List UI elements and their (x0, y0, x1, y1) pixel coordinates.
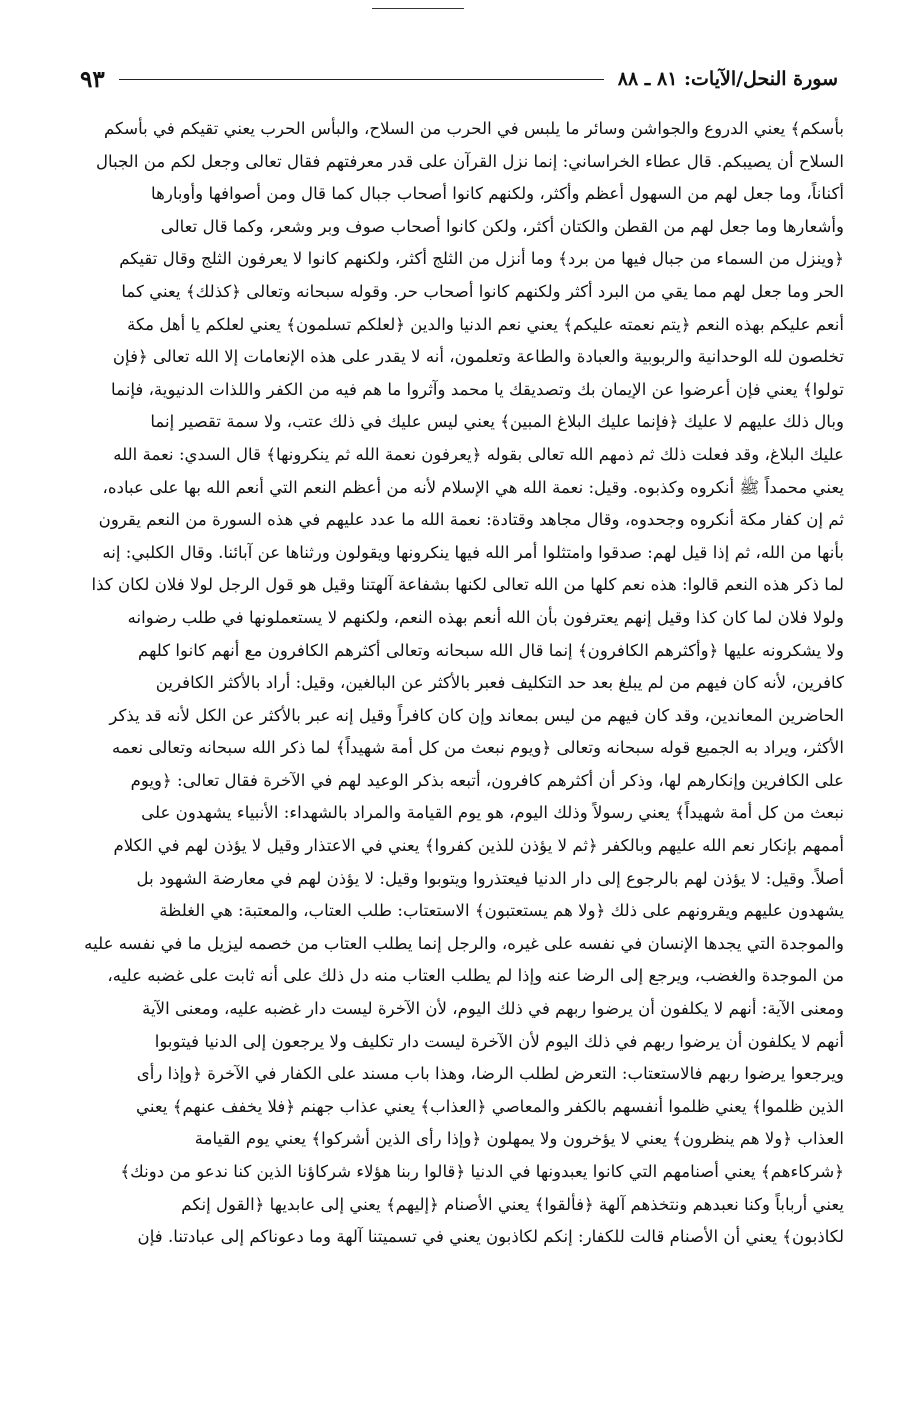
text-line: الذين ظلموا﴾ يعني ظلموا أنفسهم بالكفر والمعاصي ﴿العذاب﴾ يعني عذاب جهنم ﴿فلا يخفف عنهم﴾ يعني (136, 1096, 844, 1116)
text-line: ولا يشكرونه عليها ﴿وأكثرهم الكافرون﴾ إنما قال الله سبحانه وتعالى أكثرهم الكافرون مع أنهم كانوا كلهم (138, 640, 844, 660)
text-line: يشهدون عليهم ويقرونهم على ذلك ﴿ولا هم يستعتبون﴾ الاستعتاب: طلب العتاب، والمعتبة: هي الغلظة (159, 901, 844, 921)
text-line: بأنها من الله، ثم إذا قيل لهم: صدقوا وامتثلوا أمر الله فيها ينكرونها ويقولون ورثناها عن آبائنا. وقال الكلبي: إنه (102, 542, 844, 562)
text-line: لكاذبون﴾ يعني أن الأصنام قالت للكفار: إنكم لكاذبون يعني في تسميتنا آلهة وما دعوناكم إلى عبادتنا. فإن (137, 1227, 844, 1247)
page-number: ٩٣ (80, 65, 105, 93)
text-line: على الكافرين وإنكارهم لها، وذكر أن أكثرهم كافرون، أتبعه بذكر الوعيد لهم في الآخرة فقال تعالى: ﴿ويوم (130, 770, 844, 790)
running-title: سورة النحل/الآيات: ٨١ ـ ٨٨ (617, 68, 838, 90)
text-line: نبعث من كل أمة شهيداً﴾ يعني رسولاً وذلك اليوم، هو يوم القيامة والمراد بالشهداء: الأنبياء يشهدون على (141, 803, 844, 823)
text-line: يعني أرباباً وكنا نعبدهم ونتخذهم آلهة ﴿فألقوا﴾ يعني الأصنام ﴿إليهم﴾ يعني إلى عابديها ﴿القول إنكم (181, 1194, 844, 1214)
text-line: أنعم عليكم بهذه النعم ﴿يتم نعمته عليكم﴾ يعني نعم الدنيا والدين ﴿لعلكم تسلمون﴾ يعني لعلكم يا أهل مكة (127, 314, 844, 334)
text-line: الحر وما جعل لهم مما يقي من البرد أكثر ولكنهم كانوا أصحاب حر. وقوله سبحانه وتعالى ﴿كذلك﴾ يعني كما (121, 281, 844, 301)
text-line: تولوا﴾ يعني فإن أعرضوا عن الإيمان بك وتصديقك يا محمد وآثروا ما هم فيه من الكفر واللذات الدنيوية، فإنما (111, 379, 844, 399)
text-line: السلاح أن يصيبكم. قال عطاء الخراساني: إنما نزل القرآن على قدر معرفتهم فقال تعالى وجعل لكم من الجبال (95, 151, 844, 171)
text-line: كافرين، لأنه كان فيهم من لم يبلغ بعد حد التكليف فعبر بالأكثر عن البالغين، وقيل: أراد بالأكثر الكافرين (155, 673, 844, 693)
text-line: ﴿شركاءهم﴾ يعني أصنامهم التي كانوا يعبدونها في الدنيا ﴿قالوا ربنا هؤلاء شركاؤنا الذين كنا ندعو من دونك﴾ (120, 1162, 844, 1181)
text-line: أممهم بإنكار نعم الله عليهم وبالكفر ﴿ثم لا يؤذن للذين كفروا﴾ يعني في الاعتذار وقيل لا يؤذن لهم في الكلام (113, 836, 844, 856)
text-line: الحاضرين المعاندين، وقد كان فيهم من ليس بمعاند وإن كان كافراً وقيل إنه عبر بالأكثر عن الكل لأنه قد يذكر (109, 705, 844, 725)
top-divider (372, 8, 464, 9)
text-line: أصلاً. وقيل: لا يؤذن لهم بالرجوع إلى دار الدنيا فيعتذروا ويتوبوا وقيل: لا يؤذن لهم في معارضة الشهود بل (136, 868, 844, 888)
text-line: ثم إن كفار مكة أنكروه وجحدوه، وقال مجاهد وقتادة: نعمة الله ما عدد عليهم في هذه السورة من النعم يقرون (98, 510, 844, 530)
text-line: العذاب ﴿ولا هم ينظرون﴾ يعني لا يؤخرون ولا يمهلون ﴿وإذا رأى الذين أشركوا﴾ يعني يوم القيامة (194, 1129, 844, 1149)
text-line: يعني محمداً ﷺ أنكروه وكذبوه. وقيل: نعمة الله هي الإسلام لأنه من أعظم النعم التي أنعم الله بها على عباده، (102, 477, 844, 497)
text-line: أنهم لا يكلفون أن يرضوا ربهم في ذلك اليوم لأن الآخرة ليست دار تكليف ولا يرجعون إلى الدنيا فيتوبوا (154, 1031, 844, 1051)
text-line: والموجدة التي يجدها الإنسان في نفسه على غيره، والرجل إنما يطلب العتاب من خصمه ليزيل ما في نفسه عليه (84, 933, 844, 953)
text-line: وأشعارها وما جعل لهم من القطن والكتان أكثر، ولكن كانوا أصحاب صوف وبر وشعر، وكما قال تعالى (160, 216, 844, 236)
page-header (80, 62, 838, 96)
text-line: أكناناً، وما جعل لهم من السهول أعظم وأكثر، ولكنهم كانوا أصحاب جبال كما قال ومن أصوافها وأوبارها (151, 184, 844, 204)
body-text (72, 113, 844, 1254)
text-line: عليك البلاغ، وقد فعلت ذلك ثم ذمهم الله تعالى بقوله ﴿يعرفون نعمة الله ثم ينكرونها﴾ قال السدي: نعمة الله (113, 444, 844, 464)
text-line: تخلصون لله الوحدانية والربوبية والعبادة والطاعة وتعلمون، أنه لا يقدر على هذه الإنعامات إلا الله تعالى ﴿فإن (112, 347, 844, 367)
text-line: الأكثر، ويراد به الجميع قوله سبحانه وتعالى ﴿ويوم نبعث من كل أمة شهيداً﴾ لما ذكر الله سبحانه وتعالى نعمه (112, 738, 844, 758)
text-line: وبال ذلك عليهم لا عليك ﴿فإنما عليك البلاغ المبين﴾ يعني ليس عليك في ذلك عتب، ولا سمة تقصير إنما (150, 412, 844, 432)
text-line: ﴿وينزل من السماء من جبال فيها من برد﴾ وما أنزل من الثلج أكثر، ولكنهم كانوا لا يعرفون الثلج وقال تقيكم (119, 249, 844, 269)
text-line: ويرجعوا يرضوا ربهم فالاستعتاب: التعرض لطلب الرضا، وهذا باب مسند على الكفار في الآخرة ﴿وإذا رأى (136, 1064, 844, 1084)
text-line: ولولا فلان لما كان كذا وقيل إنهم يعترفون بأن الله أنعم بهذه النعم، ولكنهم لا يستعملونها في طلب رضوانه (127, 607, 844, 627)
text-line: بأسكم﴾ يعني الدروع والجواشن وسائر ما يلبس في الحرب من السلاح، والبأس الحرب يعني تقيكم في بأسكم (103, 119, 844, 138)
text-line: ومعنى الآية: أنهم لا يكلفون أن يرضوا ربهم في ذلك اليوم، لأن الآخرة ليست دار غضبه عليه، ومعنى الآية (142, 999, 844, 1019)
text-line: لما ذكر هذه النعم قالوا: هذه نعم كلها من الله تعالى لكنها بشفاعة آلهتنا وقيل هو قول الرجل لولا فلان لكان كذا (91, 575, 844, 595)
text-line: من الموجدة والغضب، ويرجع إلى الرضا عنه وإذا لم يطلب العتاب منه دل ذلك على أنه ثابت على غضبه عليه، (107, 966, 844, 986)
header-rule (119, 79, 604, 80)
